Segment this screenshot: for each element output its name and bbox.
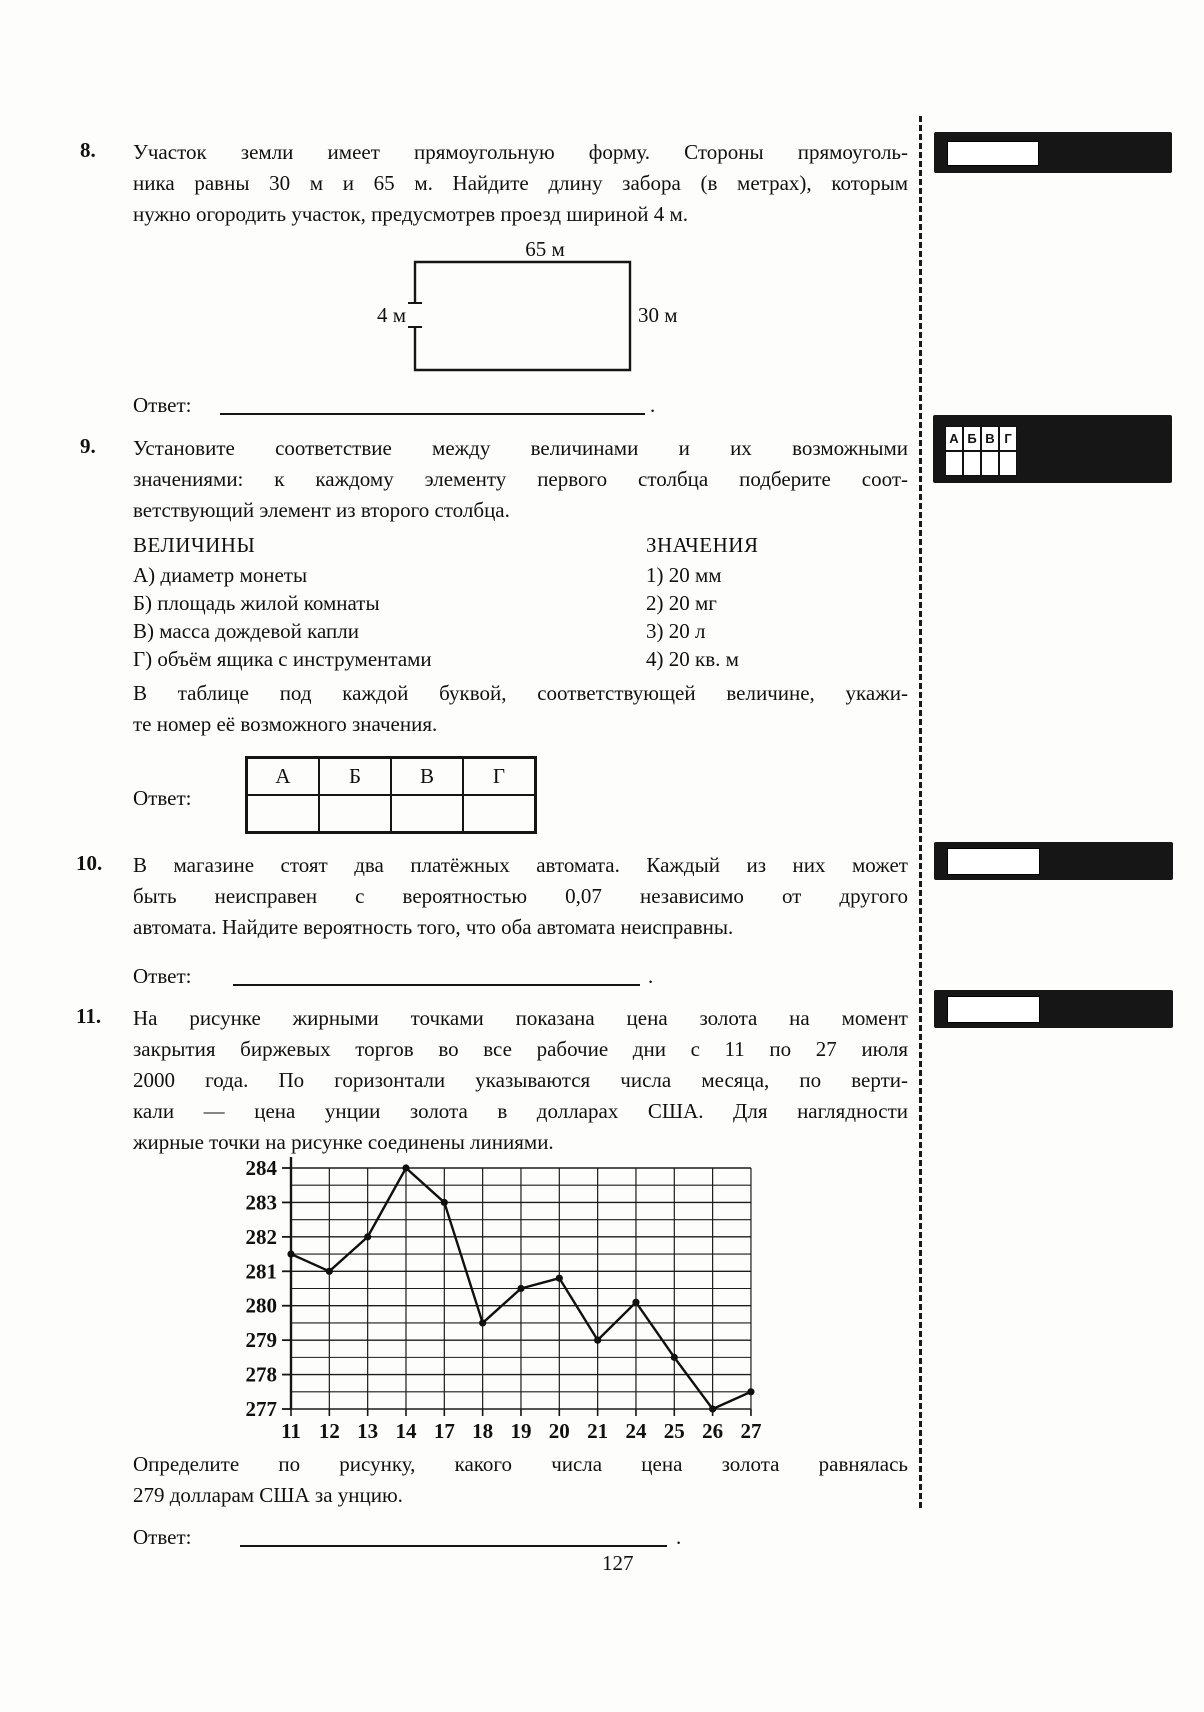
- x-tick-label: 11: [281, 1419, 301, 1443]
- text-line: те номер её возможного значения.: [133, 712, 438, 736]
- text-line: автомата. Найдите вероятность того, что оба автомата неисправны.: [133, 915, 734, 939]
- values-list: [646, 561, 739, 673]
- text-line: закрытия биржевых торгов во все рабочие дни с 11 по 27 июля: [133, 1037, 908, 1061]
- answer-table-header: Б: [963, 426, 981, 451]
- answer-period: .: [676, 1525, 682, 1549]
- score-answer-slot[interactable]: [947, 848, 1040, 875]
- answer-table-cell[interactable]: [247, 795, 319, 832]
- answer-blank[interactable]: [233, 984, 640, 986]
- x-tick-label: 25: [663, 1419, 685, 1443]
- problem-8-number: 8.: [80, 138, 96, 162]
- column-header-values: ВЕЛИЧИНЫ: [133, 533, 256, 557]
- list-item: В) масса дождевой капли: [133, 619, 360, 643]
- data-point: [556, 1275, 563, 1282]
- score-box-problem-10: [934, 842, 1173, 880]
- answer-table-cell[interactable]: [981, 451, 999, 476]
- x-tick-label: 20: [548, 1419, 570, 1443]
- y-tick-label: 282: [245, 1224, 277, 1249]
- text-line: 279 долларам США за унцию.: [133, 1483, 403, 1507]
- answer-table-cell[interactable]: [319, 795, 391, 832]
- text-line: быть неисправен с вероятностью 0,07 независимо от другого: [133, 884, 908, 908]
- y-tick-label: 279: [245, 1328, 277, 1353]
- data-point: [632, 1299, 639, 1306]
- answer-label: Ответ:: [133, 393, 192, 417]
- data-point: [747, 1388, 754, 1395]
- diagram-left-label: 4 м: [376, 303, 406, 327]
- land-plot-diagram: [340, 238, 700, 378]
- gold-price-chart: [230, 1150, 775, 1450]
- diagram-top-label: 65 м: [525, 238, 565, 261]
- text-line: Участок земли имеет прямоугольную форму. Стороны прямоуголь-: [133, 140, 908, 164]
- problem-9-text: [133, 433, 908, 526]
- text-line: В магазине стоят два платёжных автомата. Каждый из них может: [133, 853, 908, 877]
- data-point: [594, 1337, 601, 1344]
- list-item: 2) 20 мг: [646, 591, 717, 615]
- x-tick-label: 12: [318, 1419, 340, 1443]
- y-tick-label: 277: [245, 1397, 277, 1422]
- answer-table-header: А: [247, 758, 319, 795]
- list-item: Б) площадь жилой комнаты: [133, 591, 380, 615]
- text-line: На рисунке жирными точками показана цена золота на момент: [133, 1006, 908, 1030]
- score-box-problem-9: [933, 415, 1172, 483]
- data-point: [441, 1199, 448, 1206]
- y-tick-label: 283: [245, 1190, 277, 1215]
- y-tick-label: 284: [245, 1156, 277, 1180]
- text-line: нужно огородить участок, предусмотрев проезд шириной 4 м.: [133, 202, 688, 226]
- data-point: [287, 1250, 294, 1257]
- score-match-table: [945, 426, 1017, 476]
- text-line: В таблице под каждой буквой, соответствующей величине, укажи-: [133, 681, 908, 705]
- answer-table-header: В: [981, 426, 999, 451]
- answer-table-header: В: [391, 758, 463, 795]
- data-point: [479, 1319, 486, 1326]
- answer-table-header: Г: [463, 758, 535, 795]
- text-line: кали — цена унции золота в долларах США. Для наглядности: [133, 1099, 908, 1123]
- data-point: [517, 1285, 524, 1292]
- score-answer-slot[interactable]: [947, 996, 1040, 1023]
- problem-9-number: 9.: [80, 434, 96, 458]
- quantities-list: [133, 561, 432, 673]
- x-tick-label: 19: [510, 1419, 532, 1443]
- text-line: значениями: к каждому элементу первого столбца подберите соот-: [133, 467, 908, 491]
- problem-8-text: [133, 137, 908, 230]
- problem-11-text: [133, 1003, 908, 1158]
- answer-table-header: Б: [319, 758, 391, 795]
- answer-blank[interactable]: [240, 1545, 667, 1547]
- page-number: 127: [602, 1551, 634, 1575]
- x-tick-label: 18: [472, 1419, 494, 1443]
- score-box-problem-8: [934, 132, 1172, 173]
- answer-table-cell[interactable]: [999, 451, 1017, 476]
- list-item: А) диаметр монеты: [133, 563, 308, 587]
- list-item: 4) 20 кв. м: [646, 647, 739, 671]
- data-point: [709, 1405, 716, 1412]
- text-line: 2000 года. По горизонтали указываются числа месяца, по верти-: [133, 1068, 908, 1092]
- x-tick-label: 17: [433, 1419, 455, 1443]
- answer-label: Ответ:: [133, 964, 192, 988]
- text-line: Установите соответствие между величинами и их возможными: [133, 436, 908, 460]
- list-item: 1) 20 мм: [646, 563, 722, 587]
- problem-10-text: [133, 850, 908, 943]
- x-tick-label: 14: [395, 1419, 417, 1443]
- data-point: [402, 1164, 409, 1171]
- answer-table-cell[interactable]: [463, 795, 535, 832]
- plot-rectangle: [415, 262, 630, 370]
- answer-label: Ответ:: [133, 786, 192, 810]
- problem-9-note: [133, 678, 908, 740]
- data-point: [326, 1268, 333, 1275]
- answer-blank[interactable]: [220, 413, 645, 415]
- text-line: ветствующий элемент из второго столбца.: [133, 498, 510, 522]
- score-box-problem-11: [934, 990, 1173, 1028]
- y-tick-label: 280: [245, 1293, 277, 1318]
- answer-period: .: [648, 964, 654, 988]
- diagram-right-label: 30 м: [638, 303, 678, 327]
- data-point: [671, 1354, 678, 1361]
- text-line: ника равны 30 м и 65 м. Найдите длину забора (в метрах), которым: [133, 171, 908, 195]
- answer-table-cell[interactable]: [963, 451, 981, 476]
- x-tick-label: 21: [587, 1419, 609, 1443]
- answer-table-header: А: [945, 426, 963, 451]
- answer-table-header: Г: [999, 426, 1017, 451]
- answer-match-table: [245, 756, 537, 834]
- x-tick-label: 24: [625, 1419, 647, 1443]
- text-line: Определите по рисунку, какого числа цена золота равнялась: [133, 1452, 908, 1476]
- list-item: 3) 20 л: [646, 619, 706, 643]
- margin-dashed-separator: [919, 116, 922, 1508]
- y-tick-label: 281: [245, 1259, 277, 1284]
- answer-table-cell[interactable]: [945, 451, 963, 476]
- x-tick-label: 13: [357, 1419, 379, 1443]
- text-line: жирные точки на рисунке соединены линиями.: [133, 1130, 554, 1154]
- problem-10-number: 10.: [76, 851, 103, 875]
- problem-11-number: 11.: [76, 1004, 102, 1028]
- answer-label: Ответ:: [133, 1525, 192, 1549]
- problem-11-question: [133, 1449, 908, 1511]
- x-tick-label: 27: [740, 1419, 762, 1443]
- y-tick-label: 278: [245, 1362, 277, 1387]
- answer-table-cell[interactable]: [391, 795, 463, 832]
- x-tick-label: 26: [702, 1419, 724, 1443]
- column-header-meanings: ЗНАЧЕНИЯ: [646, 533, 759, 557]
- data-point: [364, 1233, 371, 1240]
- answer-period: .: [650, 393, 656, 417]
- list-item: Г) объём ящика с инструментами: [133, 647, 432, 671]
- score-answer-slot[interactable]: [947, 141, 1039, 166]
